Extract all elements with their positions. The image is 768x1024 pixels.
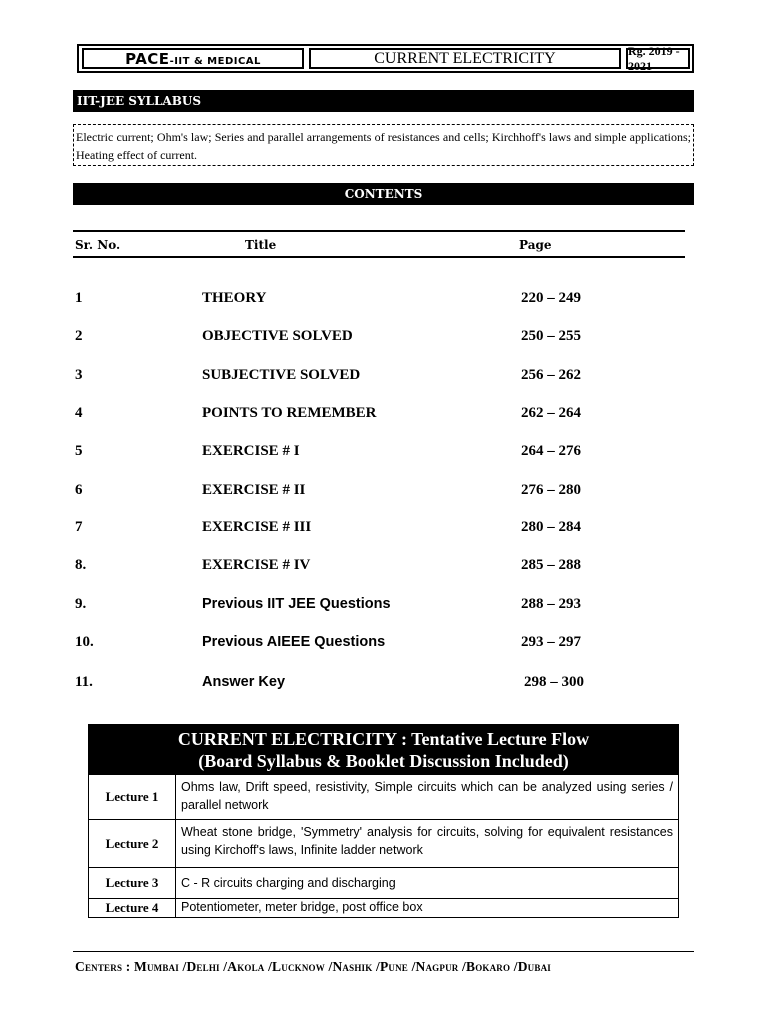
- row-title: Previous AIEEE Questions: [202, 634, 386, 650]
- contents-heading: CONTENTS: [73, 183, 694, 205]
- table-row: [75, 596, 685, 616]
- lecture-flow-table: [88, 724, 679, 918]
- row-sr: 4: [75, 405, 83, 421]
- row-page: 298 – 300: [524, 674, 584, 690]
- col-page: Page: [519, 238, 552, 252]
- lecture-row: [89, 774, 678, 819]
- row-page: 256 – 262: [521, 367, 581, 383]
- table-row: [75, 674, 685, 694]
- contents-table-header: [73, 230, 685, 258]
- table-row: [75, 328, 685, 348]
- lecture-label: Lecture 1: [89, 775, 176, 819]
- row-sr: 8.: [75, 557, 87, 573]
- col-sr-no: Sr. No.: [75, 238, 121, 252]
- lecture-row: [89, 867, 678, 898]
- row-page: 285 – 288: [521, 557, 581, 573]
- lecture-desc: C - R circuits charging and discharging: [181, 876, 396, 890]
- lecture-desc: Potentiometer, meter bridge, post office box: [181, 900, 423, 914]
- chapter-title: CURRENT ELECTRICITY: [374, 49, 556, 67]
- table-row: [75, 519, 685, 539]
- row-sr: 5: [75, 443, 83, 459]
- row-title: EXERCISE # III: [202, 519, 312, 535]
- row-sr: 7: [75, 519, 83, 535]
- table-row: [75, 405, 685, 425]
- row-sr: 11.: [75, 674, 93, 690]
- row-page: 264 – 276: [521, 443, 581, 459]
- row-title: THEORY: [202, 290, 267, 306]
- brand-logo: [125, 50, 261, 68]
- centers-footer: Centers : Mumbai /Delhi /Akola /Lucknow /Nashik /Pune /Nagpur /Bokaro /Dubai: [75, 959, 551, 974]
- col-title: Title: [245, 238, 277, 252]
- row-page: 288 – 293: [521, 596, 581, 612]
- table-row: [75, 290, 685, 310]
- row-sr: 10.: [75, 634, 94, 650]
- row-sr: 1: [75, 290, 83, 306]
- syllabus-heading: IIT-JEE SYLLABUS: [73, 90, 694, 112]
- row-page: 250 – 255: [521, 328, 581, 344]
- lecture-flow-title: [89, 725, 678, 774]
- logo-sub: -IIT & MEDICAL: [169, 55, 261, 67]
- lecture-row: [89, 819, 678, 867]
- lecture-desc: Wheat stone bridge, 'Symmetry' analysis for circuits, solving for equivalent resistances using Kirchoff's laws, Infinite ladder network: [181, 825, 673, 857]
- lecture-row: [89, 898, 678, 917]
- row-title: EXERCISE # IV: [202, 557, 311, 573]
- row-sr: 9.: [75, 596, 87, 612]
- footer-divider: [73, 951, 694, 952]
- reg-cell: [626, 43, 690, 73]
- lecture-label: Lecture 4: [89, 899, 176, 917]
- row-page: 276 – 280: [521, 482, 581, 498]
- row-page: 293 – 297: [521, 634, 581, 650]
- row-page: 220 – 249: [521, 290, 581, 306]
- row-page: 262 – 264: [521, 405, 581, 421]
- row-page: 280 – 284: [521, 519, 581, 535]
- row-sr: 2: [75, 328, 83, 344]
- registration-number: Rg. 2019 - 2021: [628, 43, 680, 73]
- table-row: [75, 443, 685, 463]
- row-sr: 3: [75, 367, 83, 383]
- row-title: EXERCISE # I: [202, 443, 300, 459]
- lecture-flow-title-line2: (Board Syllabus & Booklet Discussion Included): [198, 751, 569, 771]
- table-row: [75, 634, 685, 654]
- row-title: Answer Key: [202, 674, 286, 690]
- title-cell: [309, 48, 621, 69]
- table-row: [75, 367, 685, 387]
- row-title: Previous IIT JEE Questions: [202, 596, 391, 612]
- syllabus-text: Electric current; Ohm's law; Series and parallel arrangements of resistances and cells; Kirchhoff's laws and simple applications; Heating effect of current.: [73, 124, 694, 166]
- row-sr: 6: [75, 482, 83, 498]
- row-title: EXERCISE # II: [202, 482, 306, 498]
- logo-main: PACE: [125, 49, 170, 68]
- lecture-label: Lecture 3: [89, 868, 176, 898]
- row-title: SUBJECTIVE SOLVED: [202, 367, 361, 383]
- row-title: POINTS TO REMEMBER: [202, 405, 377, 421]
- lecture-label: Lecture 2: [89, 820, 176, 867]
- page-header: [77, 44, 694, 73]
- lecture-desc: Ohms law, Drift speed, resistivity, Simple circuits which can be analyzed using series / parallel network: [181, 780, 673, 812]
- lecture-flow-title-line1: CURRENT ELECTRICITY : Tentative Lecture Flow: [177, 729, 590, 749]
- row-title: OBJECTIVE SOLVED: [202, 328, 353, 344]
- table-row: [75, 482, 685, 502]
- brand-cell: [82, 48, 304, 69]
- table-row: [75, 557, 685, 577]
